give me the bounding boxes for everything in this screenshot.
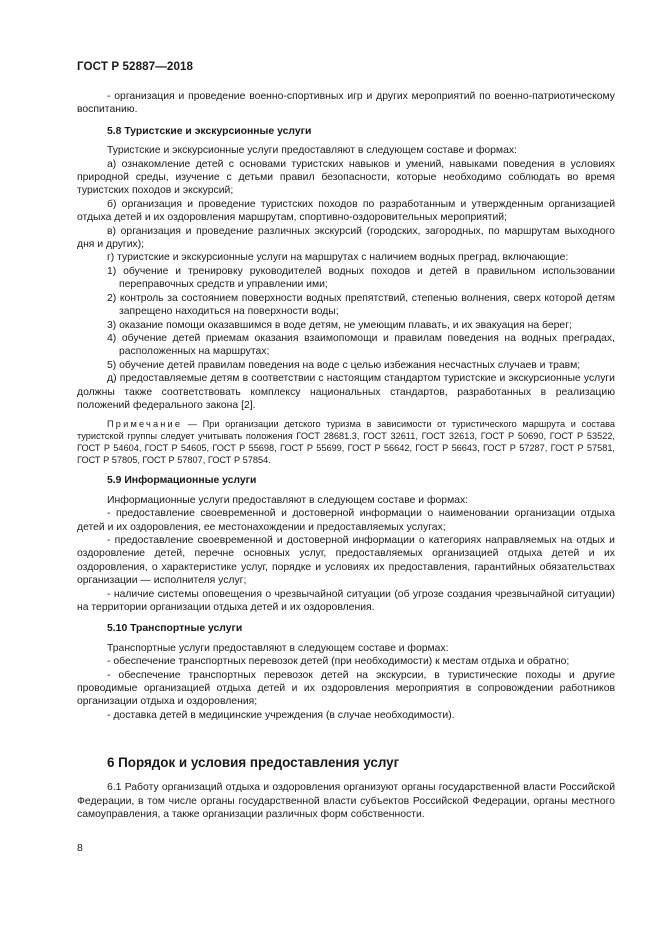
paragraph: Туристские и экскурсионные услуги предоставляют в следующем составе и формах:	[107, 145, 517, 157]
paragraph: 6.1 Работу организаций отдыха и оздоровления организуют органы государственной власти Российской Федерации, в том числе органы государственной власти субъектов Российской Федерации, органы местного самоуправления, а также организации различных форм собственности.	[77, 782, 615, 821]
paragraph: д) предоставляемые детям в соответствии с настоящим стандартом туристские и экскурсионные услуги должны также соответствовать комплексу национальных стандартов, разработанных в реализацию положений федерального закона [2].	[77, 373, 615, 411]
note-text: — При организации детского туризма в зависимости от туристического маршрута и состава туристской группы следует учитывать положения ГОСТ 28681.3, ГОСТ 32611, ГОСТ 32613, ГОСТ Р 50690, ГОСТ Р 53522, ГОСТ Р 54604, ГОСТ Р 54605, ГОСТ Р 55698, ГОСТ Р 55699, ГОСТ Р 56642, ГОСТ Р 56643, ГОСТ Р 57287, ГОСТ Р 57581, ГОСТ Р 57805, ГОСТ Р 57807, ГОСТ Р 57854.	[77, 419, 615, 466]
numbered-item: 5) обучение детей правилам поведения на воде с целью избежания несчастных случаев и травм;	[107, 359, 581, 371]
page-number: 8	[77, 843, 83, 854]
paragraph: - обеспечение транспортных перевозок детей (при необходимости) к местам отдыха и обратно;	[107, 656, 570, 668]
numbered-item: 4) обучение детей приемам оказания взаимопомощи и правилам поведения на водных преградах, расположенных на маршрутах;	[107, 332, 615, 358]
paragraph: - предоставление своевременной и достоверной информации о категориях направляемых на отдых и оздоровление детей, перечне основных услуг, предоставляемых организацией отдыха детей и их оздоровления, о характеристике услуг, порядке и условиях их предоставления, гарантийных обязательствах организации — исполнителя услуг;	[77, 534, 615, 587]
note	[77, 418, 615, 466]
paragraph: б) организация и проведение туристских походов по разработанным и утвержденным организацией отдыха детей и их оздоровления маршрутам, спортивно-оздоровительных мероприятий;	[77, 198, 615, 224]
paragraph: а) ознакомление детей с основами туристских навыков и умений, навыками поведения в условиях природной среды, изучение с детьми правил безопасности, которые необходимо соблюдать во время туристских походов и экскурсий;	[77, 158, 615, 197]
section-5-10-heading: 5.10 Транспортные услуги	[107, 623, 243, 635]
note-label: Примечание	[107, 419, 183, 430]
paragraph: Транспортные услуги предоставляют в следующем составе и формах:	[107, 642, 449, 654]
paragraph: - доставка детей в медицинские учреждения (в случае необходимости).	[107, 709, 455, 721]
paragraph: г) туристские и экскурсионные услуги на маршрутах с наличием водных преград, включающие:	[107, 252, 569, 264]
paragraph: - обеспечение транспортных перевозок детей на экскурсии, в туристические походы и другие проводимые организацией отдыха детей и их оздоровления мероприятия в сопровождении работников организации отдыха и оздоровления;	[77, 669, 615, 708]
paragraph: Информационные услуги предоставляют в следующем составе и формах:	[107, 494, 469, 506]
paragraph: - наличие системы оповещения о чрезвычайной ситуации (об угрозе создания чрезвычайной ситуации) на территории организации отдыха детей и их оздоровления.	[77, 588, 615, 613]
chapter-6-heading: 6 Порядок и условия предоставления услуг	[107, 755, 400, 771]
numbered-item: 1) обучение и тренировку руководителей водных походов и детей в правильном использовании переправочных средств и управлении ими;	[107, 265, 615, 291]
paragraph: в) организация и проведение различных экскурсий (городских, загородных, по маршрутам выходного дня и других);	[77, 225, 615, 251]
document-body	[77, 90, 615, 821]
paragraph: - предоставление своевременной и достоверной информации о наименовании организации отдыха детей и их оздоровления, ее местонахождении и предоставляемых услугах;	[77, 508, 615, 533]
intro-paragraph: - организация и проведение военно-спортивных игр и других мероприятий по военно-патриотическому воспитанию.	[77, 91, 615, 116]
document-header-title: ГОСТ Р 52887—2018	[77, 60, 194, 73]
section-5-8-heading: 5.8 Туристские и экскурсионные услуги	[107, 125, 312, 137]
section-5-9-heading: 5.9 Информационные услуги	[107, 475, 257, 487]
numbered-item: 2) контроль за состоянием поверхности водных препятствий, степенью волнения, сверх которой детям запрещено находиться на поверхности воды;	[107, 292, 615, 318]
numbered-item: 3) оказание помощи оказавшимся в воде детям, не умеющим плавать, и их эвакуация на берег;	[107, 319, 572, 331]
